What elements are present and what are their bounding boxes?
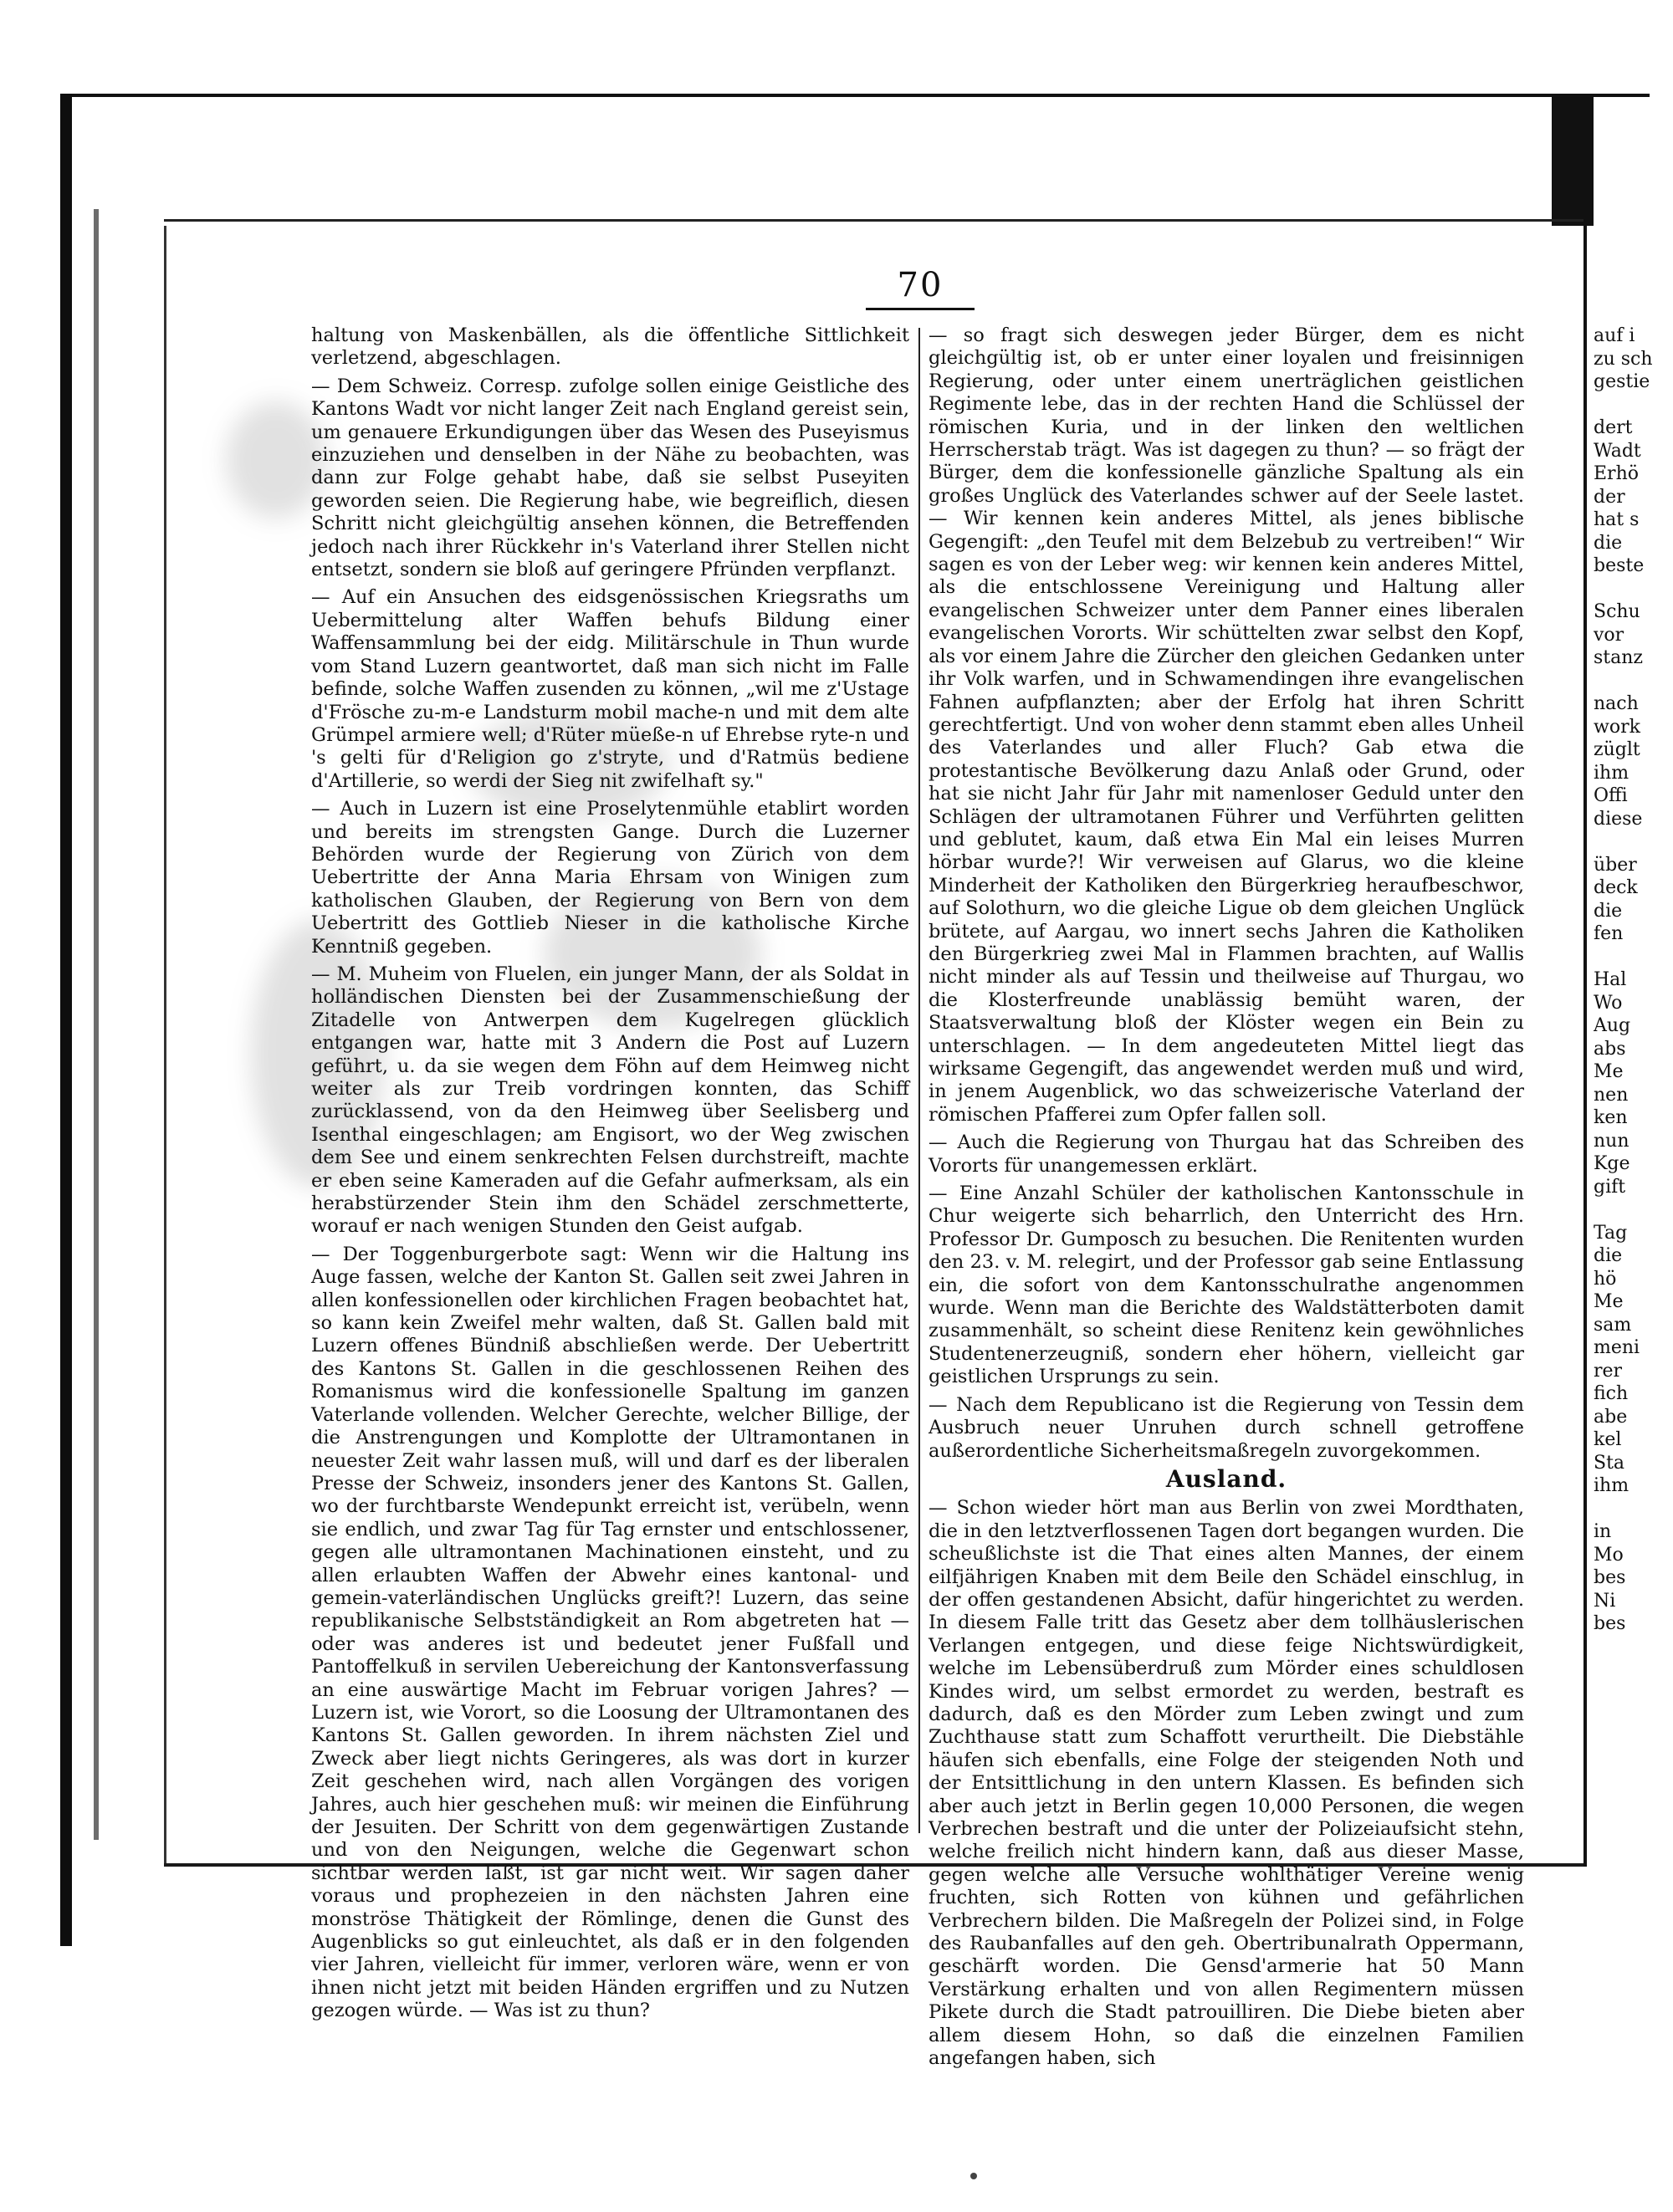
fragment-line: zu sch	[1594, 348, 1653, 370]
fragment-line: Tag	[1594, 1222, 1628, 1244]
fragment-line: der	[1594, 486, 1625, 508]
article-paragraph: haltung von Maskenbällen, als die öffentliche Sittlichkeit verletzend, abgeschlagen.	[311, 324, 909, 370]
fragment-line: über	[1594, 854, 1637, 876]
fragment-line	[1594, 830, 1673, 854]
article-paragraph: — Auch in Luzern ist eine Proselytenmühle etablirt worden und bereits im strengsten Gange. Durch die Luzerner Behörden wurde der Regierung von Zürich von dem Uebertritte der Anna Maria Ehrsam von Winigen zum katholischen Glauben, der Regierung von Bern von dem Uebertritt des Gottlieb Nieser in die katholische Kirche Kenntniß gegeben.	[311, 798, 909, 958]
article-paragraph: — Nach dem Republicano ist die Regierung von Tessin dem Ausbruch neuer Unruhen durch schnell getroffene außerordentliche Sicherheitsmaßregeln zuvorgekommen.	[929, 1393, 1524, 1462]
column-divider	[918, 328, 920, 1833]
fragment-line: Me	[1594, 1291, 1624, 1312]
fragment-line: Wadt	[1594, 440, 1641, 462]
fragment-line: vor	[1594, 624, 1624, 646]
fragment-line: gift	[1594, 1176, 1626, 1198]
fragment-line: ken	[1594, 1107, 1628, 1128]
fragment-line: ihm	[1594, 1475, 1630, 1496]
fragment-line: Schu	[1594, 601, 1640, 622]
article-paragraph: — Eine Anzahl Schüler der katholischen Kantonsschule in Chur weigerte sich beharrlich, den Unterricht des Hrn. Professor Dr. Gumposch zu besuchen. Die Renitenten wurden den 23. v. M. relegirt, und der Professor gab seine Entlassung ein, die sofort von dem Kantonsschulrathe angenommen wurde. Wenn man die Berichte des Waldstätterboten damit zusammenhält, so scheint diese Renitenz kein gewöhnliches Studentenerzeugniß, sondern eher höhern, vielleicht gar geistlichen Ursprungs zu sein.	[929, 1183, 1524, 1388]
fragment-line: fich	[1594, 1383, 1629, 1404]
article-paragraph: — Auf ein Ansuchen des eidsgenössischen Kriegsraths um Uebermittelung alter Waffen behufs Bildung einer Waffensammlung bei der eidg. Militärschule in Thun wurde vom Stand Luzern geantwortet, daß man sich nicht im Falle befinde, solche Waffen zusenden zu können, „wil me z'Ustage d'Frösche zu-m-e Landsturm mobil mache-n und mit dem alte Grümpel armiere well; d'Rüter müeße-n uf Ehrebse ryte-n und 's gelti für d'Religion go z'stryte, und d'Ratmüs bediene d'Artillerie, so werdi der Sieg nit zwifelhaft sy."	[311, 586, 909, 792]
fragment-line: auf i	[1594, 325, 1635, 346]
fragment-line: Mo	[1594, 1544, 1624, 1566]
fragment-line: in	[1594, 1521, 1612, 1542]
article-paragraph: — Auch die Regierung von Thurgau hat das Schreiben des Vororts für unangemessen erklärt.	[929, 1132, 1524, 1177]
scan-gutter-shadow	[94, 209, 99, 1840]
page-number: 70	[897, 266, 944, 304]
fragment-line: gestie	[1594, 371, 1650, 392]
fragment-line: Ni	[1594, 1590, 1616, 1612]
article-paragraph: — so fragt sich deswegen jeder Bürger, dem es nicht gleichgültig ist, ob er unter einer loyalen und freisinnigen Regierung, oder unter einem unerträglichen geistlichen Regimente lebe, das in der rechten Hand die Schlüssel der römischen Kuria, und in der linken den weltlichen Herrscherstab trägt. Was ist dagegen zu thun? — so frägt der Bürger, dem die konfessionelle gänzliche Spaltung als ein großes Unglück des Vaterlandes schwer auf der Seele lastet. — Wir kennen kein anderes Mittel, als jenes biblische Gegengift: „den Teufel mit dem Belzebub zu vertreiben!“ Wir sagen es von der Leber weg: wir kennen kein anderes Mittel, als die entschlossene Vereinigung und Haltung aller evangelischen Schweizer unter dem Panner eines liberalen evangelischen Vororts. Wir schüttelten zwar selbst den Kopf, als vor einem Jahre die Zürcher den gleichen Gedanken unter ihr Volk warfen, und in Schwamendingen ihre evangelischen Fahnen aufpflanzten; aber der Erfolg hat ihren Schritt gerechtfertigt. Und von woher denn stammt eben alles Unheil des Vaterlandes und aller Fluch? Gab etwa die protestantische Bevölkerung dazu Anlaß oder Grund, oder hat sie nicht Jahr für Jahr mit namenloser Geduld unter den Schlägen der ultramotanen Führer und Verführten gelitten und geblutet, kaum, daß etwa Ein Mal ein leises Murren hörbar wurde?! Wir verweisen auf Glarus, wo die kleine Minderheit der Katholiken den Bürgerkrieg heraufbeschwor, auf Solothurn, wo die gleiche Ligue ob dem gleichen Unglück brütete, auf Aargau, wo innert sechs Jahren die Katholiken den Bürgerkrieg zwei Mal in Flammen brachten, auf Wallis nicht minder als auf Tessin und theilweise auf Thurgau, wo die Klosterfreunde unablässig bemüht waren, der Staatsverwaltung bloß der Klöster wegen ein Bein zu unterschlagen. — In dem angedeuteten Mittel liegt das wirksame Gegengift, das angewendet werden muß und wird, in jenem Augenblick, wo das schweizerische Vaterland der römischen Pfafferei zum Opfer fallen soll.	[929, 324, 1524, 1126]
article-paragraph: — Dem Schweiz. Corresp. zufolge sollen einige Geistliche des Kantons Wadt vor nicht langer Zeit nach England gereist sein, um genauere Erkundigungen über das Wesen des Puseyismus einzuziehen und denselben in der Nähe zu beobachten, was dann zur Folge gehabt habe, daß sie selbst Puseyiten geworden seien. Die Regierung habe, wie begreiflich, diesen Schritt nicht gleichgültig ansehen können, die Betreffenden jedoch nach ihrer Rückkehr in's Vaterland ihrer Stellen nicht entsetzt, sondern sie bloß auf geringere Pfründen verpflanzt.	[311, 375, 909, 581]
next-page-fragment	[1594, 324, 1673, 1636]
fragment-line: ihm	[1594, 762, 1630, 784]
fragment-line: nun	[1594, 1130, 1630, 1152]
scan-border-left	[60, 94, 72, 1946]
fragment-line	[1594, 394, 1673, 417]
page-right-edge	[1583, 219, 1587, 1867]
fragment-line: hat s	[1594, 509, 1640, 530]
fragment-line: Hal	[1594, 969, 1627, 990]
fragment-line	[1594, 946, 1673, 969]
fragment-line: Offi	[1594, 785, 1628, 806]
right-column	[929, 324, 1524, 2075]
article-paragraph: — Der Toggenburgerbote sagt: Wenn wir die Haltung ins Auge fassen, welche der Kanton St. Gallen seit zwei Jahren in allen konfessionellen oder kirchlichen Fragen beobachtet hat, so kann kein Zweifel mehr walten, daß St. Gallen bald mit Luzern offenes Bündniß abschließen werde. Der Uebertritt des Kantons St. Gallen in die geschlossenen Reihen des Romanismus wird die konfessionelle Spaltung im ganzen Vaterlande vollenden. Welcher Gerechte, welcher Billige, der die Anstrengungen und Komplotte der Ultramontanen in neuester Zeit wahr lassen muß, will und darf es der liberalen Presse der Schweiz, insonders jener des Kantons St. Gallen, wo der furchtbarste Wendepunkt erreicht ist, verübeln, wenn sie endlich, und zwar Tag für Tag ernster und entschlossener, gegen alle ultramontanen Machinationen einsteht, und zu allen erlaubten Waffen der Abwehr eines kantonal- und gemein-vaterländischen Unglücks greift?! Luzern, das seine republikanische Selbstständigkeit an Rom abgetreten hat — oder was anderes ist und bedeutet jener Fußfall und Pantoffelkuß in servilen Uebereichung der Kantonsverfassung an eine auswärtige Macht im Februar vorigen Jahres? — Luzern ist, wie Vorort, so die Loosung der Ultramontanen des Kantons St. Gallen geworden. In ihrem nächsten Ziel und Zweck aber liegt nichts Geringeres, als was dort in kurzer Zeit geschehen wird, nach allen Vorgängen des vorigen Jahres, auch hier geschehen muß: wir meinen die Einführung der Jesuiten. Der Schritt von dem gegenwärtigen Zustande und von den Neigungen, welche die Gegenwart schon sichtbar werden läßt, ist gar nicht weit. Wir sagen daher voraus und prophezeien in den nächsten Jahren eine monströse Thätigkeit der Römlinge, denen die Gunst des Augenblicks so gut einleuchtet, als daß er in den folgenden vier Jahren, vielleicht für immer, verloren wäre, wenn er von ihnen nicht jetzt mit beiden Händen ergriffen und zu Nutzen gezogen würde. — Was ist zu thun?	[311, 1243, 909, 2022]
fragment-line: die	[1594, 1245, 1623, 1266]
fragment-line	[1594, 670, 1673, 693]
fragment-line: bes	[1594, 1613, 1626, 1634]
fragment-line	[1594, 1498, 1673, 1521]
fragment-line: work	[1594, 716, 1640, 738]
page-left-edge	[164, 226, 166, 1865]
fragment-line: sam	[1594, 1314, 1632, 1336]
fragment-line: deck	[1594, 877, 1638, 898]
fragment-line: züglt	[1594, 739, 1640, 760]
scan-dot	[970, 2173, 977, 2179]
fragment-line: meni	[1594, 1337, 1640, 1358]
fragment-line: kel	[1594, 1429, 1622, 1450]
fragment-line: nen	[1594, 1084, 1629, 1106]
fragment-line: diese	[1594, 808, 1643, 830]
fragment-line: dert	[1594, 417, 1633, 438]
page-top-edge	[164, 219, 1586, 222]
fragment-line: Sta	[1594, 1452, 1625, 1474]
fragment-line: die	[1594, 900, 1623, 922]
page-number-rule	[866, 308, 975, 310]
fragment-line: Wo	[1594, 992, 1623, 1014]
fragment-line: die	[1594, 532, 1623, 554]
fragment-line: abe	[1594, 1406, 1628, 1428]
scan-border-right	[1552, 94, 1594, 226]
fragment-line	[1594, 578, 1673, 601]
article-paragraph: — Schon wieder hört man aus Berlin von zwei Mordthaten, die in den letztverflossenen Tagen dort begangen wurden. Die scheußlichste ist die That eines alten Mannes, der einem eilfjährigen Knaben mit dem Beile den Schädel einschlug, in der offen gestandenen Absicht, dafür hingerichtet zu werden. In diesem Falle tritt das Gesetz aber dem tollhäuslerischen Verlangen entgegen, und diese feige Nichtswürdigkeit, welche im Lebensüberdruß zum Mörder eines schuldlosen Kindes wird, um selbst ermordet zu werden, bestraft es dadurch, daß es den Mörder zum Leben zwingt und zum Zuchthause statt zum Schaffott verurtheilt. Die Diebstähle häufen sich ebenfalls, eine Folge der steigenden Noth und der Entsittlichung in den untern Klassen. Es befinden sich aber auch jetzt in Berlin gegen 10,000 Personen, die wegen Verbrechen bestraft und die unter der Polizeiaufsicht stehn, welche freilich nicht hindern kann, daß aus dieser Masse, gegen welche alle Versuche wohlthätiger Vereine wenig fruchten, sich Rotten von kühnen und gefährlichen Verbrechern bilden. Die Maßregeln der Polizei sind, in Folge des Raubanfalles auf den geh. Obertribunalrath Oppermann, geschärft worden. Die Gensd'armerie hat 50 Mann Verstärkung erhalten und von allen Regimentern müssen Pikete durch die Stadt patrouilliren. Die Diebe bieten aber allem diesem Hohn, so daß die einzelnen Familien angefangen haben, sich	[929, 1497, 1524, 2070]
fragment-line	[1594, 1198, 1673, 1222]
fragment-line: Erhö	[1594, 463, 1639, 484]
fragment-line: hö	[1594, 1268, 1617, 1290]
fragment-line: Aug	[1594, 1015, 1631, 1036]
fragment-line: Kge	[1594, 1153, 1630, 1174]
fragment-line: fen	[1594, 923, 1624, 944]
section-heading: Ausland.	[1165, 1464, 1287, 1493]
fragment-line: abs	[1594, 1038, 1626, 1060]
fragment-line: beste	[1594, 555, 1645, 576]
left-column	[311, 324, 909, 2028]
fragment-line: Me	[1594, 1061, 1624, 1082]
fragment-line: nach	[1594, 693, 1639, 714]
fragment-line: stanz	[1594, 647, 1644, 668]
scan-border-top	[60, 94, 1650, 97]
fragment-line: rer	[1594, 1360, 1623, 1382]
article-paragraph: — M. Muheim von Fluelen, ein junger Mann, der als Soldat in holländischen Diensten bei der Zusammenschießung der Zitadelle von Antwerpen dem Kugelregen glücklich entgangen war, hatte mit 3 Andern die Post auf Luzern geführt, u. da sie wegen dem Föhn auf dem Heimweg nicht weiter als zur Treib vordringen konnten, das Schiff zurücklassend, von da den Heimweg über Seelisberg und Isenthal eingeschlagen; am Engisort, wo der Weg zwischen dem See und einem senkrechten Felsen durchstreift, machte er eben seine Kameraden auf die Gefahr aufmerksam, als ein herabstürzender Stein ihm den Schädel zerschmetterte, worauf er nach wenigen Stunden den Geist aufgab.	[311, 963, 909, 1238]
fragment-line: bes	[1594, 1567, 1626, 1588]
